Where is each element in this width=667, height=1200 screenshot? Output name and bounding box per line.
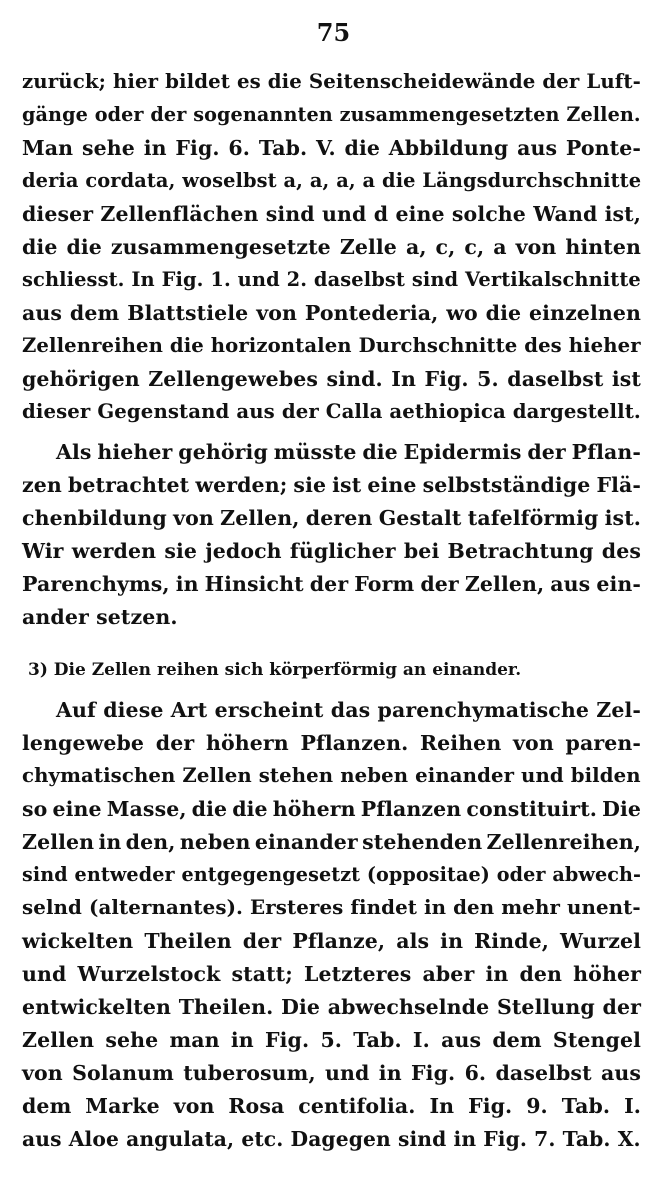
text-line: Zellen sehe man in Fig. 5. Tab. I. aus dem Stengel [22,1028,641,1052]
text-line: die die zusammengesetzte Zelle a, c, c, a von hinten [22,235,641,259]
text-line: wickelten Theilen der Pflanze, als in Rinde, Wurzel [22,929,641,953]
text-line: ander setzen. [22,605,178,629]
text-line: aus Aloe angulata, etc. Dagegen sind in Fig. 7. Tab. X. [22,1127,641,1151]
text-line: zen betrachtet werden; sie ist eine selbstständige Flä- [22,473,641,497]
text-line: lengewebe der höhern Pflanzen. Reihen von paren- [22,731,641,755]
section-heading-text: 3) Die Zellen reihen sich körperförmig an einander. [28,660,522,680]
text-line: Als hieher gehörig müsste die Epidermis der Pflan- [56,440,641,464]
text-line: dieser Gegenstand aus der Calla aethiopica dargestellt. [22,399,641,423]
text-line: und Wurzelstock statt; Letzteres aber in den höher [22,962,641,986]
text-line: Zellen in den, neben einander stehenden Zellenreihen, [22,830,641,854]
text-line: dieser Zellenflächen sind und d eine solche Wand ist, [22,202,641,226]
text-line: Parenchyms, in Hinsicht der Form der Zellen, aus ein- [22,572,641,596]
text-line: selnd (alternantes). Ersteres findet in den mehr unent- [22,895,641,919]
text-line: chymatischen Zellen stehen neben einander und bilden [22,763,641,787]
text-line: Auf diese Art erscheint das parenchymatische Zel- [56,698,641,722]
text-line: entwickelten Theilen. Die abwechselnde Stellung der [22,995,641,1019]
text-line: dem Marke von Rosa centifolia. In Fig. 9. Tab. I. [22,1094,641,1118]
text-line: Wir werden sie jedoch füglicher bei Betrachtung des [22,539,641,563]
text-line: Man sehe in Fig. 6. Tab. V. die Abbildung aus Ponte- [22,136,641,160]
text-line: schliesst. In Fig. 1. und 2. daselbst sind Vertikalschnitte [22,268,641,291]
text-line: deria cordata, woselbst a, a, a, a die Längsdurchschnitte [22,169,642,192]
text-line: von Solanum tuberosum, und in Fig. 6. daselbst aus [22,1061,641,1085]
text-line: sind entweder entgegengesetzt (oppositae) oder abwech- [22,863,642,886]
text-line: aus dem Blattstiele von Pontederia, wo die einzelnen [22,301,641,325]
page-number: 75 [316,18,351,47]
text-line: so eine Masse, die die höhern Pflanzen constituirt. Die [22,797,641,821]
text-line: gänge oder der sogenannten zusammengesetzten Zellen. [22,103,641,126]
text-line: chenbildung von Zellen, deren Gestalt tafelförmig ist. [22,506,641,530]
text-line: zurück; hier bildet es die Seitenscheidewände der Luft- [22,69,641,93]
text-line: Zellenreihen die horizontalen Durchschnitte des hieher [22,334,641,357]
text-line: gehörigen Zellengewebes sind. In Fig. 5. daselbst ist [22,367,641,391]
